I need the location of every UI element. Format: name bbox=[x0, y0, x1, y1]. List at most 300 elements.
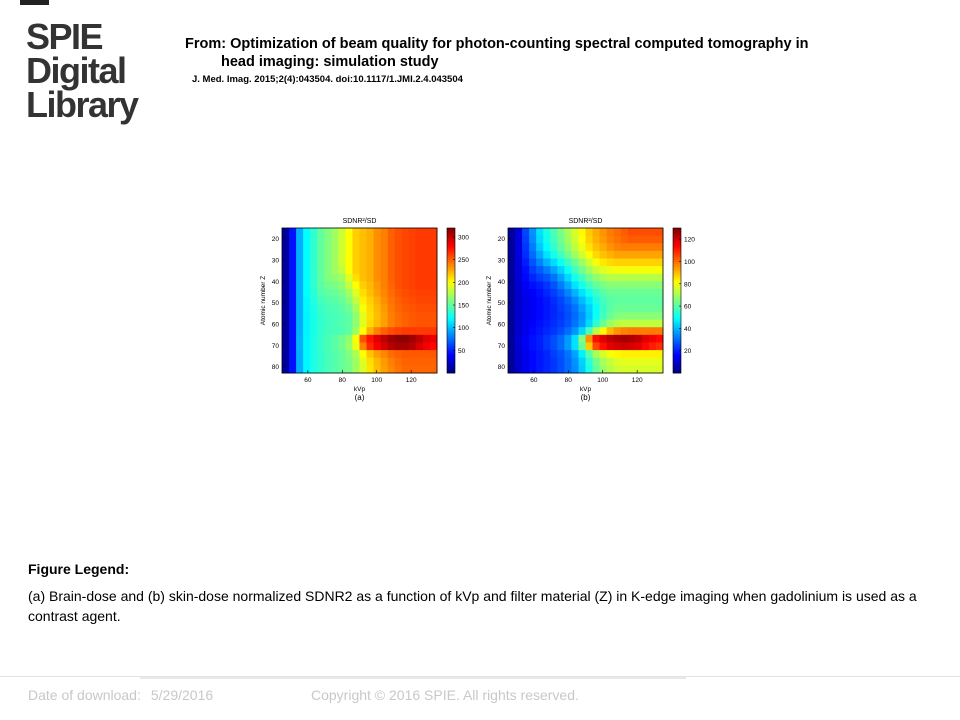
heatmap-cell bbox=[360, 342, 368, 350]
heatmap-cell bbox=[564, 350, 572, 358]
heatmap-cell bbox=[649, 342, 657, 350]
heatmap-cell bbox=[600, 358, 608, 366]
figure-panels bbox=[250, 208, 710, 408]
heatmap-cell bbox=[395, 342, 403, 350]
heatmap-cell bbox=[430, 358, 438, 366]
heatmap-cell bbox=[621, 236, 629, 244]
heatmap-cell bbox=[360, 228, 368, 236]
heatmap-cell bbox=[395, 320, 403, 328]
heatmap-cell bbox=[331, 320, 339, 328]
colorbar-segment bbox=[673, 357, 681, 360]
colorbar-segment bbox=[447, 233, 455, 236]
heatmap-cell bbox=[296, 327, 304, 335]
heatmap-cell bbox=[338, 266, 346, 274]
heatmap-cell bbox=[296, 335, 304, 343]
heatmap-cell bbox=[635, 297, 643, 305]
heatmap-cell bbox=[649, 358, 657, 366]
heatmap-cell bbox=[593, 365, 601, 373]
heatmap-cell bbox=[628, 350, 636, 358]
heatmap-cell bbox=[296, 312, 304, 320]
heatmap-cell bbox=[593, 327, 601, 335]
heatmap-cell bbox=[614, 259, 622, 267]
heatmap-cell bbox=[331, 350, 339, 358]
heatmap-cell bbox=[543, 342, 551, 350]
heatmap-cell bbox=[416, 297, 424, 305]
heatmap-cell bbox=[571, 251, 579, 259]
heatmap-cell bbox=[529, 259, 537, 267]
x-axis-label: kVp bbox=[353, 386, 366, 393]
colorbar-segment bbox=[673, 314, 681, 317]
heatmap-cell bbox=[642, 358, 650, 366]
heatmap-cell bbox=[367, 251, 375, 259]
heatmap-cell bbox=[635, 350, 643, 358]
heatmap-cell bbox=[656, 266, 664, 274]
heatmap-cell bbox=[367, 243, 375, 251]
heatmap-cell bbox=[586, 304, 594, 312]
colorbar-segment bbox=[673, 330, 681, 333]
heatmap-cell bbox=[515, 228, 523, 236]
heatmap-cell bbox=[388, 312, 396, 320]
heatmap-cell bbox=[550, 281, 558, 289]
y-tick-label: 60 bbox=[497, 321, 505, 329]
heatmap-cell bbox=[635, 228, 643, 236]
heatmap-cell bbox=[317, 243, 325, 251]
heatmap-cell bbox=[522, 274, 530, 282]
heatmap-cell bbox=[310, 358, 318, 366]
heatmap-cell bbox=[649, 228, 657, 236]
heatmap-cell bbox=[607, 304, 615, 312]
heatmap-cell bbox=[564, 228, 572, 236]
heatmap-cell bbox=[423, 304, 431, 312]
heatmap-cell bbox=[416, 312, 424, 320]
heatmap-cell bbox=[628, 259, 636, 267]
heatmap-cell bbox=[607, 251, 615, 259]
heatmap-cell bbox=[578, 297, 586, 305]
heatmap-cell bbox=[402, 289, 410, 297]
heatmap-cell bbox=[564, 358, 572, 366]
heatmap-cell bbox=[600, 281, 608, 289]
heatmap-cell bbox=[656, 335, 664, 343]
heatmap-cell bbox=[352, 304, 360, 312]
citation: J. Med. Imag. 2015;2(4):043504. doi:10.1117/1.JMI.2.4.043504 bbox=[192, 74, 463, 85]
y-tick-label: 50 bbox=[271, 300, 279, 308]
panel-label: (b) bbox=[580, 393, 591, 402]
heatmap-cell bbox=[402, 297, 410, 305]
heatmap-cell bbox=[367, 228, 375, 236]
heatmap-cell bbox=[331, 358, 339, 366]
heatmap-cell bbox=[345, 259, 353, 267]
heatmap-cell bbox=[571, 365, 579, 373]
colorbar-segment bbox=[447, 301, 455, 304]
panel-label: (a) bbox=[354, 393, 365, 402]
heatmap-cell bbox=[578, 358, 586, 366]
heatmap-cell bbox=[593, 259, 601, 267]
heatmap-cell bbox=[621, 304, 629, 312]
heatmap-cell bbox=[374, 304, 382, 312]
heatmap-cell bbox=[296, 358, 304, 366]
heatmap-cell bbox=[586, 365, 594, 373]
heatmap-cell bbox=[642, 259, 650, 267]
colorbar-segment bbox=[447, 366, 455, 369]
heatmap-cell bbox=[508, 320, 516, 328]
heatmap-cell bbox=[395, 236, 403, 244]
heatmap-cell bbox=[593, 243, 601, 251]
heatmap-cell bbox=[360, 289, 368, 297]
heatmap-cell bbox=[352, 342, 360, 350]
heatmap-cell bbox=[536, 327, 544, 335]
heatmap-cell bbox=[635, 320, 643, 328]
heatmap-cell bbox=[628, 320, 636, 328]
heatmap-cell bbox=[586, 289, 594, 297]
heatmap-cell bbox=[338, 320, 346, 328]
heatmap-cell bbox=[303, 281, 311, 289]
colorbar-tick-label: 200 bbox=[458, 279, 469, 287]
heatmap-cell bbox=[317, 304, 325, 312]
heatmap-cell bbox=[402, 350, 410, 358]
logo-line-3: Library bbox=[26, 84, 138, 125]
heatmap-cell bbox=[338, 304, 346, 312]
heatmap-cell bbox=[381, 259, 389, 267]
heatmap-cell bbox=[607, 259, 615, 267]
heatmap-cell bbox=[317, 266, 325, 274]
heatmap-cell bbox=[529, 289, 537, 297]
heatmap-cell bbox=[402, 342, 410, 350]
heatmap-cell bbox=[409, 243, 417, 251]
y-axis-label: Atomic number Z bbox=[486, 275, 493, 326]
heatmap-cell bbox=[515, 365, 523, 373]
heatmap-cell bbox=[430, 350, 438, 358]
y-tick-label: 60 bbox=[271, 321, 279, 329]
heatmap-cell bbox=[571, 289, 579, 297]
heatmap-cell bbox=[614, 289, 622, 297]
heatmap-cell bbox=[331, 274, 339, 282]
heatmap-cell bbox=[642, 350, 650, 358]
heatmap-cell bbox=[289, 259, 297, 267]
heatmap-cell bbox=[296, 365, 304, 373]
heatmap-cell bbox=[430, 289, 438, 297]
colorbar-tick-label: 60 bbox=[684, 303, 692, 311]
heatmap-cell bbox=[381, 243, 389, 251]
heatmap-cell bbox=[345, 304, 353, 312]
heatmap-cell bbox=[515, 320, 523, 328]
heatmap-cell bbox=[607, 281, 615, 289]
heatmap-cell bbox=[303, 251, 311, 259]
heatmap-cell bbox=[649, 266, 657, 274]
heatmap-cell bbox=[317, 274, 325, 282]
heatmap-cell bbox=[614, 274, 622, 282]
heatmap-cell bbox=[508, 304, 516, 312]
heatmap-cell bbox=[416, 358, 424, 366]
heatmap-cell bbox=[600, 289, 608, 297]
chart-title: SDNR²/SD bbox=[342, 218, 377, 225]
heatmap-cell bbox=[621, 259, 629, 267]
heatmap-cell bbox=[642, 243, 650, 251]
heatmap-cell bbox=[374, 259, 382, 267]
heatmap-cell bbox=[543, 320, 551, 328]
heatmap-cell bbox=[621, 342, 629, 350]
heatmap-cell bbox=[324, 335, 332, 343]
heatmap-cell bbox=[430, 335, 438, 343]
heatmap-cell bbox=[508, 297, 516, 305]
heatmap-cell bbox=[282, 342, 290, 350]
heatmap-cell bbox=[282, 251, 290, 259]
heatmap-cell bbox=[607, 266, 615, 274]
heatmap-cell bbox=[409, 350, 417, 358]
heatmap-cell bbox=[381, 342, 389, 350]
heatmap-cell bbox=[522, 243, 530, 251]
heatmap-cell bbox=[571, 266, 579, 274]
heatmap-cell bbox=[324, 236, 332, 244]
chart-title: SDNR²/SD bbox=[568, 218, 603, 225]
heatmap-cell bbox=[543, 243, 551, 251]
colorbar-segment bbox=[447, 264, 455, 267]
heatmap-cell bbox=[600, 251, 608, 259]
heatmap-cell bbox=[331, 251, 339, 259]
heatmap-cell bbox=[543, 312, 551, 320]
heatmap-cell bbox=[543, 327, 551, 335]
heatmap-cell bbox=[374, 289, 382, 297]
heatmap-cell bbox=[571, 259, 579, 267]
colorbar-segment bbox=[673, 298, 681, 301]
heatmap-cell bbox=[360, 251, 368, 259]
heatmap-cell bbox=[621, 281, 629, 289]
heatmap-cell bbox=[635, 312, 643, 320]
heatmap-cell bbox=[586, 274, 594, 282]
colorbar-segment bbox=[447, 253, 455, 256]
heatmap-cell bbox=[367, 266, 375, 274]
heatmap-cell bbox=[310, 304, 318, 312]
heatmap-cell bbox=[430, 365, 438, 373]
heatmap-cell bbox=[564, 266, 572, 274]
heatmap-cell bbox=[515, 335, 523, 343]
heatmap-cell bbox=[529, 320, 537, 328]
heatmap-cell bbox=[656, 281, 664, 289]
heatmap-cell bbox=[515, 304, 523, 312]
heatmap-cell bbox=[614, 335, 622, 343]
heatmap-cell bbox=[614, 365, 622, 373]
heatmap-cell bbox=[430, 274, 438, 282]
heatmap-cell bbox=[317, 342, 325, 350]
heatmap-cell bbox=[550, 312, 558, 320]
heatmap-cell bbox=[331, 236, 339, 244]
heatmap-cell bbox=[338, 274, 346, 282]
heatmap-cell bbox=[536, 243, 544, 251]
heatmap-cell bbox=[360, 266, 368, 274]
heatmap-cell bbox=[649, 289, 657, 297]
heatmap-cell bbox=[614, 350, 622, 358]
heatmap-cell bbox=[621, 312, 629, 320]
heatmap-cell bbox=[367, 335, 375, 343]
heatmap-cell bbox=[402, 251, 410, 259]
heatmap-cell bbox=[543, 350, 551, 358]
heatmap-cell bbox=[324, 350, 332, 358]
heatmap-cell bbox=[282, 335, 290, 343]
heatmap-cell bbox=[621, 327, 629, 335]
heatmap-cell bbox=[367, 289, 375, 297]
heatmap-cell bbox=[593, 236, 601, 244]
heatmap-cell bbox=[543, 228, 551, 236]
y-tick-label: 20 bbox=[497, 236, 505, 244]
heatmap-cell bbox=[282, 228, 290, 236]
heatmap-cell bbox=[593, 350, 601, 358]
heatmap-cell bbox=[324, 228, 332, 236]
heatmap-cell bbox=[529, 274, 537, 282]
heatmap-cell bbox=[543, 266, 551, 274]
heatmap-cell bbox=[303, 320, 311, 328]
x-tick-label: 100 bbox=[371, 377, 383, 384]
heatmap-cell bbox=[395, 365, 403, 373]
heatmap-cell bbox=[578, 251, 586, 259]
heatmap-cell bbox=[656, 327, 664, 335]
heatmap-cell bbox=[409, 342, 417, 350]
heatmap-cell bbox=[550, 342, 558, 350]
colorbar-segment bbox=[673, 262, 681, 265]
heatmap-cell bbox=[557, 304, 565, 312]
heatmap-cell bbox=[635, 243, 643, 251]
heatmap-cell bbox=[550, 335, 558, 343]
heatmap-cell bbox=[600, 274, 608, 282]
heatmap-cell bbox=[367, 312, 375, 320]
heatmap-cell bbox=[381, 312, 389, 320]
heatmap-cell bbox=[522, 327, 530, 335]
heatmap-cell bbox=[522, 236, 530, 244]
heatmap-cell bbox=[557, 312, 565, 320]
heatmap-cell bbox=[338, 358, 346, 366]
heatmap-cell bbox=[310, 297, 318, 305]
heatmap-cell bbox=[550, 274, 558, 282]
heatmap-cell bbox=[628, 358, 636, 366]
heatmap-cell bbox=[310, 342, 318, 350]
heatmap-cell bbox=[586, 350, 594, 358]
heatmap-cell bbox=[388, 243, 396, 251]
heatmap-cell bbox=[338, 289, 346, 297]
heatmap-cell bbox=[430, 327, 438, 335]
heatmap-cell bbox=[600, 266, 608, 274]
heatmap-cell bbox=[303, 228, 311, 236]
heatmap-cell bbox=[607, 320, 615, 328]
colorbar-segment bbox=[447, 242, 455, 245]
heatmap-cell bbox=[352, 365, 360, 373]
heatmap-cell bbox=[656, 243, 664, 251]
x-tick-label: 120 bbox=[405, 377, 417, 384]
heatmap-cell bbox=[628, 312, 636, 320]
heatmap-cell bbox=[388, 342, 396, 350]
heatmap-cell bbox=[416, 327, 424, 335]
heatmap-cell bbox=[614, 320, 622, 328]
heatmap-cell bbox=[381, 350, 389, 358]
heatmap-cell bbox=[515, 251, 523, 259]
heatmap-cell bbox=[381, 228, 389, 236]
heatmap-cell bbox=[607, 342, 615, 350]
heatmap-cell bbox=[381, 365, 389, 373]
heatmap-cell bbox=[324, 365, 332, 373]
heatmap-cell bbox=[529, 312, 537, 320]
heatmap-cell bbox=[289, 304, 297, 312]
heatmap-cell bbox=[310, 312, 318, 320]
heatmap-cell bbox=[578, 350, 586, 358]
heatmap-cell bbox=[352, 320, 360, 328]
heatmap-cell bbox=[593, 342, 601, 350]
heatmap-cell bbox=[423, 358, 431, 366]
heatmap-cell bbox=[352, 358, 360, 366]
article-title bbox=[185, 35, 905, 71]
heatmap-cell bbox=[409, 259, 417, 267]
heatmap-cell bbox=[338, 335, 346, 343]
heatmap-cell bbox=[593, 289, 601, 297]
heatmap-cell bbox=[338, 243, 346, 251]
heatmap-cell bbox=[395, 327, 403, 335]
heatmap-cell bbox=[578, 365, 586, 373]
colorbar-segment bbox=[447, 357, 455, 360]
heatmap-cell bbox=[557, 358, 565, 366]
heatmap-cell bbox=[409, 335, 417, 343]
heatmap-cell bbox=[628, 251, 636, 259]
heatmap-cell bbox=[557, 342, 565, 350]
heatmap-cell bbox=[331, 266, 339, 274]
heatmap-cell bbox=[522, 228, 530, 236]
heatmap-cell bbox=[282, 320, 290, 328]
heatmap-cell bbox=[621, 266, 629, 274]
colorbar-segment bbox=[447, 314, 455, 317]
colorbar-segment bbox=[673, 269, 681, 272]
heatmap-cell bbox=[345, 243, 353, 251]
colorbar-segment bbox=[673, 285, 681, 288]
heatmap-cell bbox=[557, 289, 565, 297]
heatmap-cell bbox=[317, 259, 325, 267]
y-tick-label: 30 bbox=[271, 257, 279, 265]
heatmap-cell bbox=[607, 327, 615, 335]
heatmap-cell bbox=[607, 289, 615, 297]
heatmap-cell bbox=[649, 243, 657, 251]
heatmap-cell bbox=[564, 342, 572, 350]
heatmap-cell bbox=[430, 259, 438, 267]
heatmap-cell bbox=[550, 266, 558, 274]
heatmap-cell bbox=[635, 342, 643, 350]
heatmap-cell bbox=[635, 236, 643, 244]
heatmap-cell bbox=[296, 259, 304, 267]
heatmap-cell bbox=[310, 266, 318, 274]
heatmap-cell bbox=[381, 320, 389, 328]
heatmap-cell bbox=[395, 266, 403, 274]
heatmap-cell bbox=[289, 266, 297, 274]
heatmap-cell bbox=[374, 358, 382, 366]
heatmap-cell bbox=[578, 274, 586, 282]
heatmap-cell bbox=[600, 243, 608, 251]
heatmap-cell bbox=[522, 335, 530, 343]
heatmap-cell bbox=[578, 259, 586, 267]
heatmap-cell bbox=[402, 228, 410, 236]
heatmap-cell bbox=[331, 228, 339, 236]
heatmap-cell bbox=[628, 342, 636, 350]
heatmap-cell bbox=[557, 335, 565, 343]
heatmap-cell bbox=[578, 281, 586, 289]
heatmap-cell bbox=[642, 365, 650, 373]
heatmap-cell bbox=[374, 228, 382, 236]
heatmap-cell bbox=[423, 266, 431, 274]
heatmap-cell bbox=[614, 228, 622, 236]
heatmap-cell bbox=[571, 243, 579, 251]
heatmap-cell bbox=[522, 259, 530, 267]
colorbar-segment bbox=[673, 325, 681, 328]
heatmap-cell bbox=[536, 289, 544, 297]
heatmap-cell bbox=[564, 289, 572, 297]
heatmap-cell bbox=[296, 236, 304, 244]
heatmap-cell bbox=[621, 297, 629, 305]
heatmap-cell bbox=[282, 312, 290, 320]
heatmap-cell bbox=[607, 274, 615, 282]
heatmap-cell bbox=[409, 274, 417, 282]
heatmap-cell bbox=[374, 320, 382, 328]
